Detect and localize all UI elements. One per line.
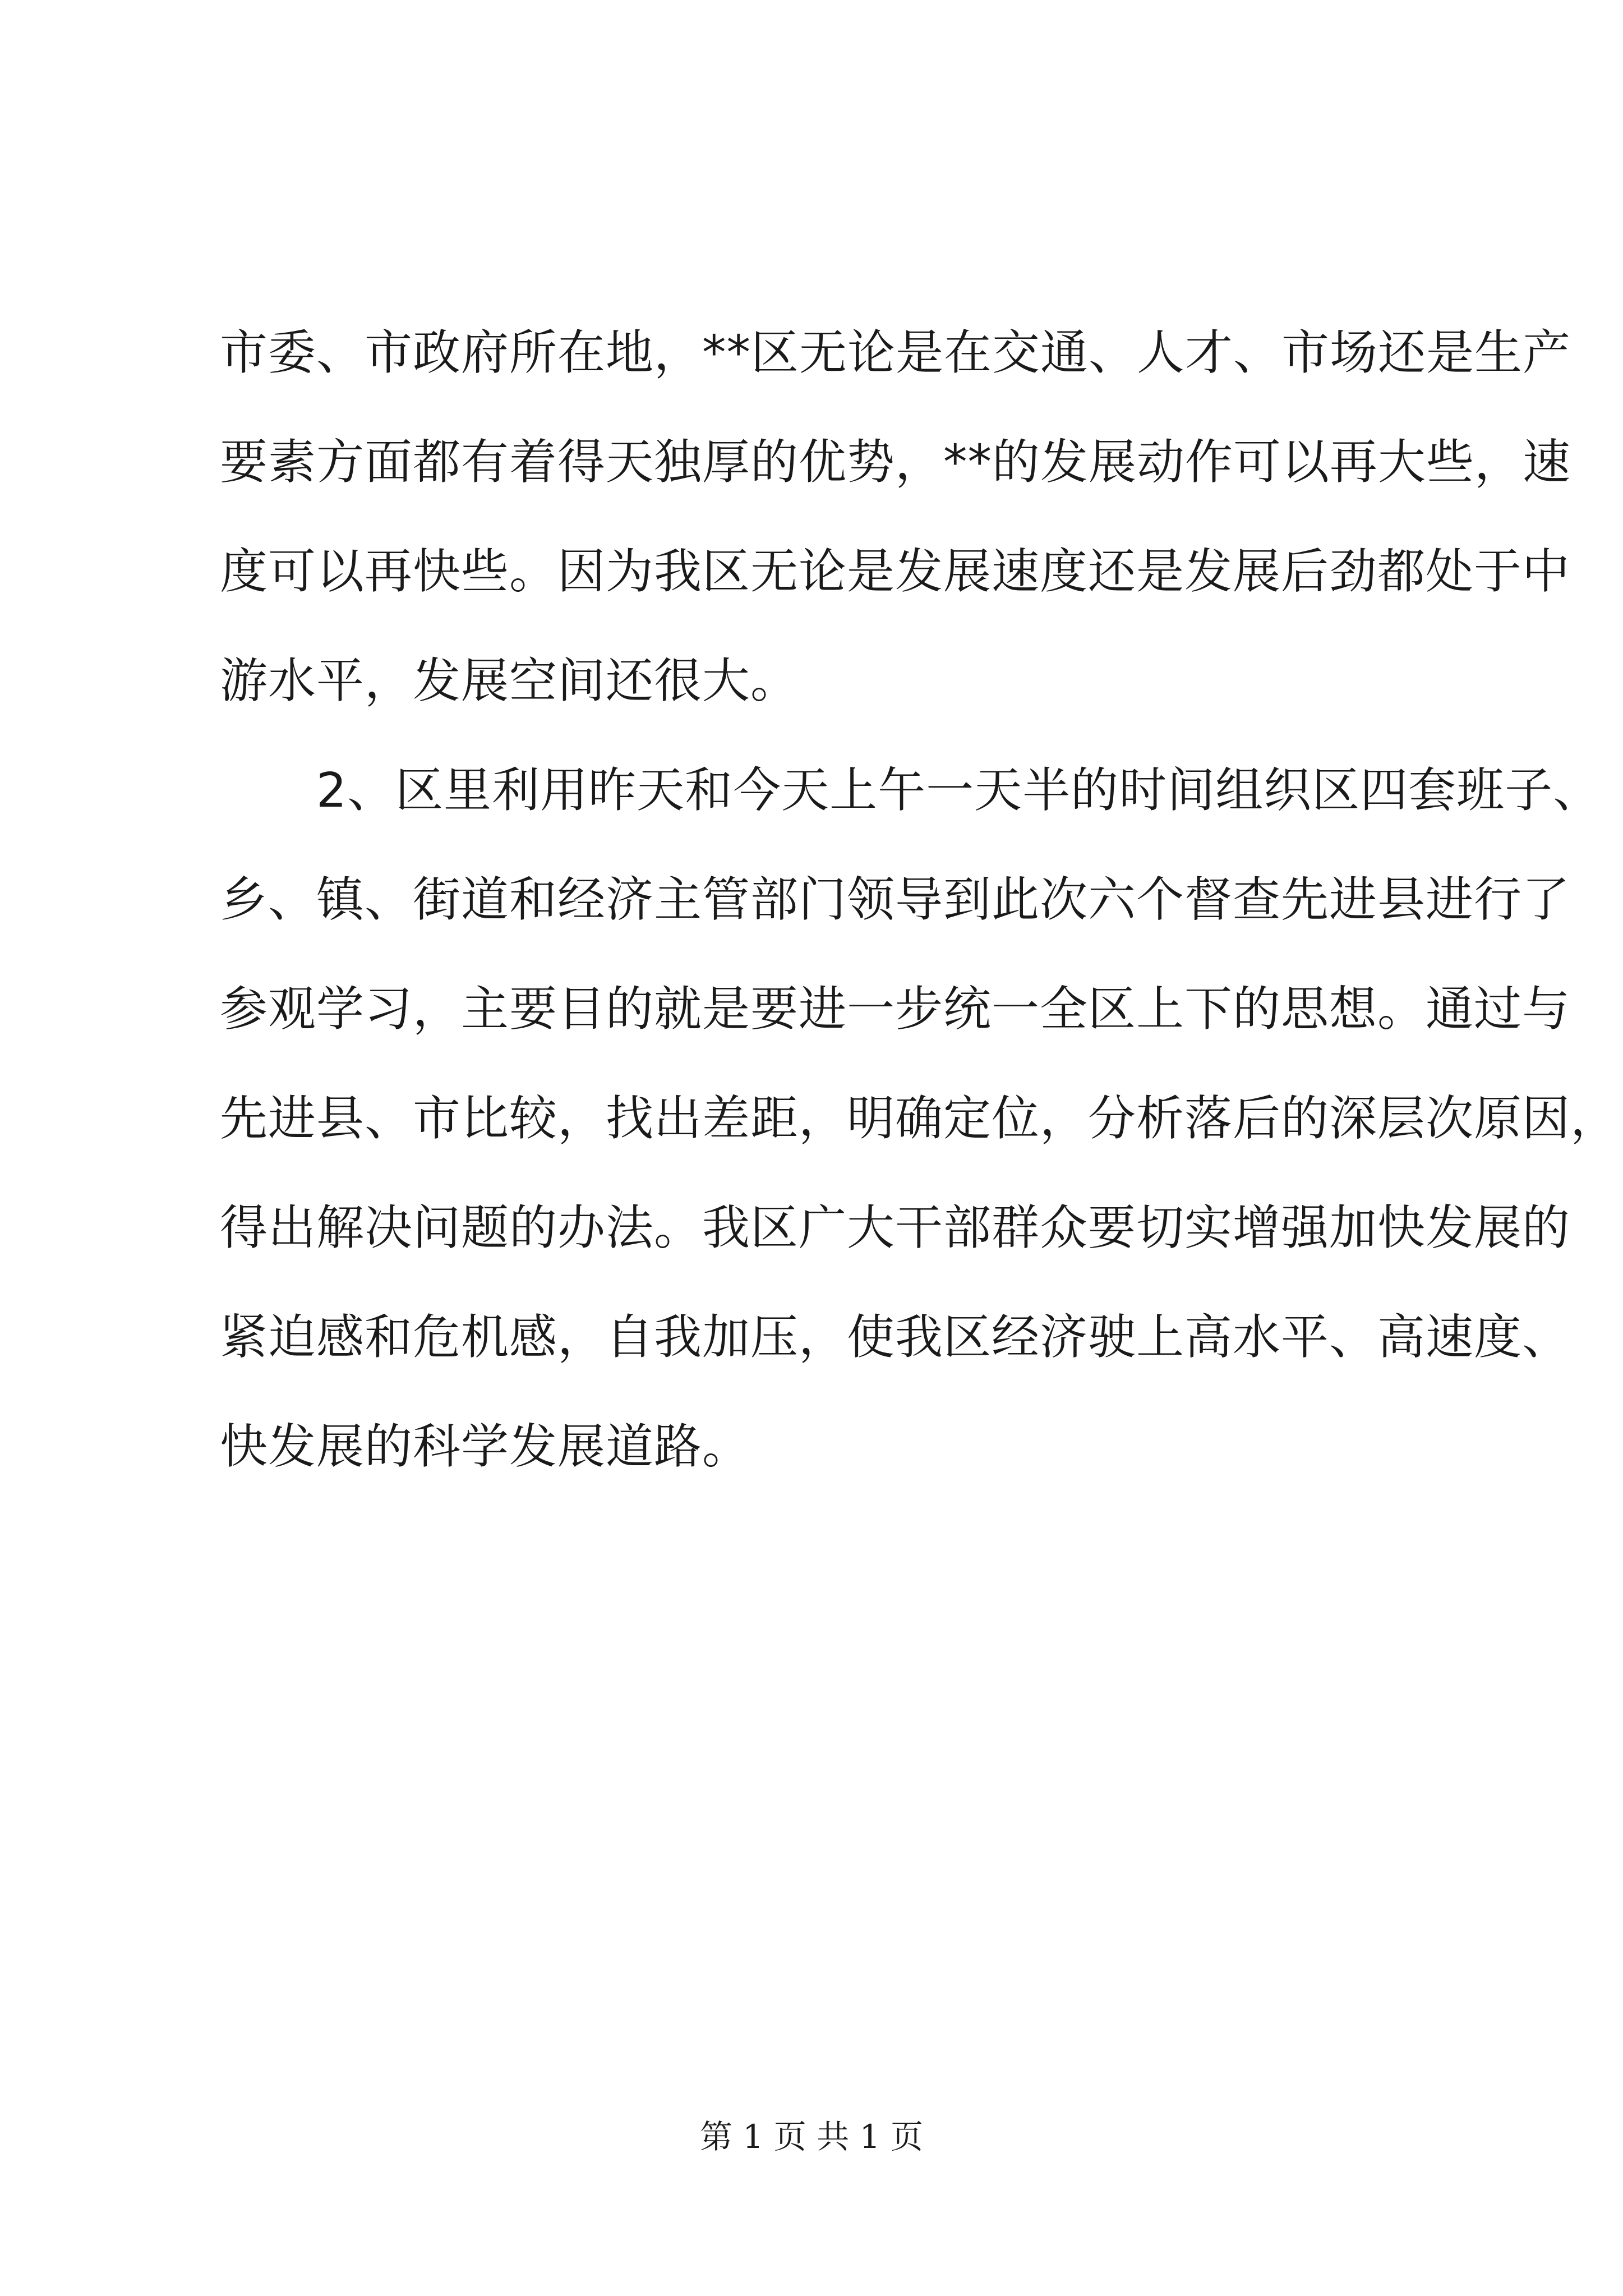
text-line: 游水平，发展空间还很大。 xyxy=(220,654,799,709)
text-line: 乡、镇、街道和经济主管部门领导到此次六个督查先进县进行了 xyxy=(220,872,1571,928)
text-line: 要素方面都有着得天独厚的优势，**的发展动作可以再大些，速 xyxy=(220,435,1571,490)
text-line: 先进县、市比较，找出差距，明确定位，分析落后的深层次原因， xyxy=(220,1091,1619,1147)
text-line: 得出解决问题的办法。我区广大干部群众要切实增强加快发展的 xyxy=(220,1200,1571,1256)
text-line: 度可以再快些。因为我区无论是发展速度还是发展后劲都处于中 xyxy=(220,544,1571,600)
body-text xyxy=(220,298,1619,1502)
page-number-footer: 第 1 页 共 1 页 xyxy=(700,2118,923,2156)
text-line: 2、区里利用昨天和今天上午一天半的时间组织区四套班子、 xyxy=(220,763,1602,818)
text-line: 市委、市政府所在地，**区无论是在交通、人才、市场还是生产 xyxy=(220,325,1571,381)
text-line: 参观学习，主要目的就是要进一步统一全区上下的思想。通过与 xyxy=(220,982,1571,1037)
text-line: 快发展的科学发展道路。 xyxy=(220,1419,751,1475)
text-line: 紧迫感和危机感，自我加压，使我区经济驶上高水平、高速度、 xyxy=(220,1310,1571,1365)
